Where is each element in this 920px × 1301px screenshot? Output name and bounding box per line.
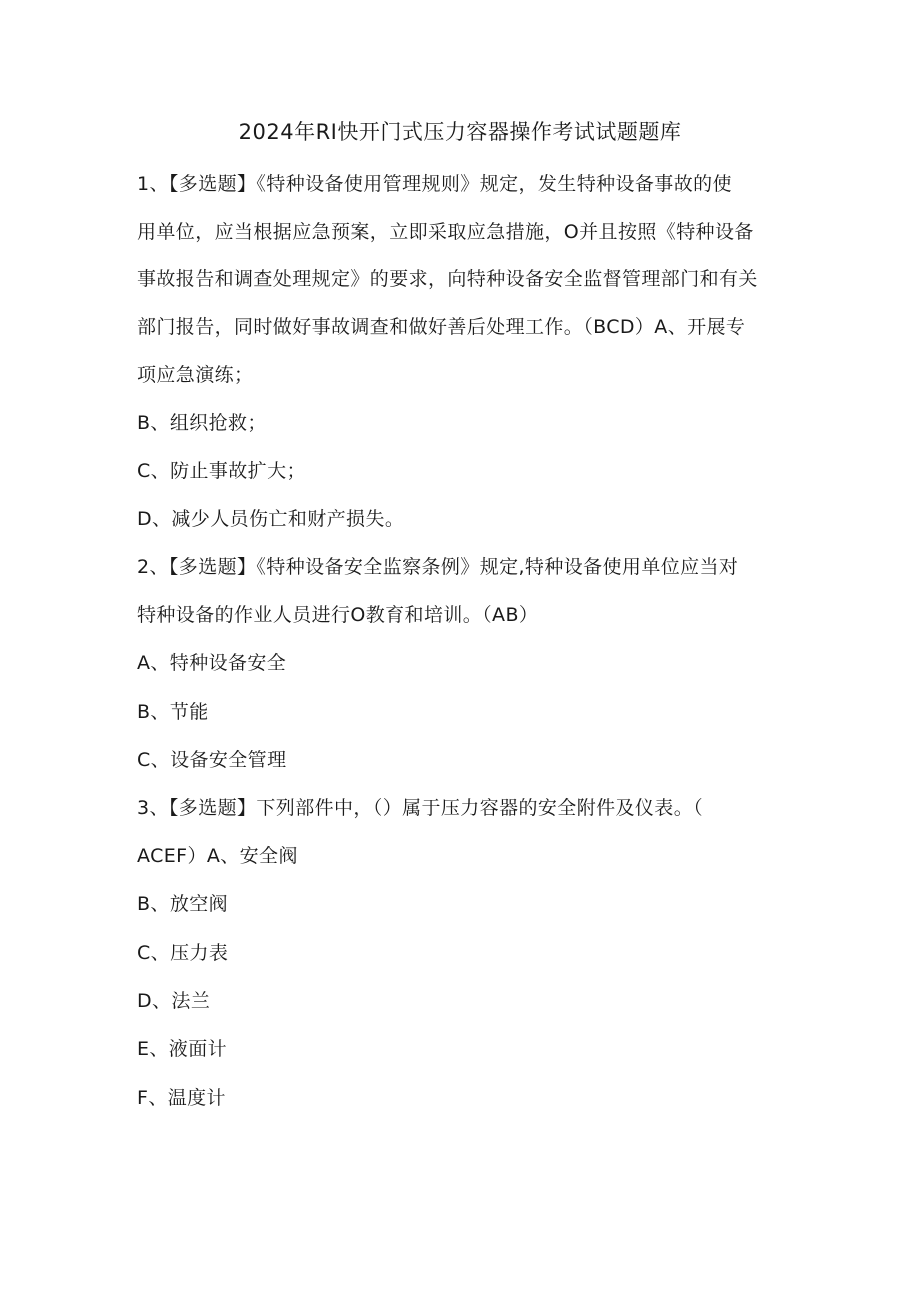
q2-option-a: A、特种设备安全 — [137, 652, 287, 674]
q1-text-line-3: 事故报告和调查处理规定》的要求，向特种设备安全监督管理部门和有关 — [137, 268, 758, 290]
q3-option-d: D、法兰 — [137, 990, 211, 1012]
q1-option-d: D、减少人员伤亡和财产损失。 — [137, 508, 405, 530]
document-title: 2024年RI快开门式压力容器操作考试试题题库 — [238, 120, 682, 144]
q3-option-e: E、液面计 — [137, 1038, 228, 1060]
q3-option-b: B、放空阀 — [137, 893, 229, 915]
q2-text-line-2: 特种设备的作业人员进行O教育和培训。（AB） — [137, 604, 539, 626]
q1-text-line-4: 部门报告，同时做好事故调查和做好善后处理工作。（BCD）A、开展专 — [137, 316, 746, 338]
q1-option-b: B、组织抢救； — [137, 412, 267, 434]
q3-text-line-1: 3、【多选题】下列部件中，（）属于压力容器的安全附件及仪表。（ — [137, 797, 703, 819]
q2-option-b: B、节能 — [137, 701, 209, 723]
q2-text-line-1: 2、【多选题】《特种设备安全监察条例》规定,特种设备使用单位应当对 — [137, 556, 739, 578]
q1-option-c: C、防止事故扩大； — [137, 460, 306, 482]
q2-option-c: C、设备安全管理 — [137, 749, 287, 771]
q1-option-a: 项应急演练； — [137, 364, 254, 386]
q1-text-line-1: 1、【多选题】《特种设备使用管理规则》规定，发生特种设备事故的使 — [137, 173, 732, 195]
q3-text-line-2: ACEF）A、安全阀 — [137, 845, 298, 867]
q3-option-c: C、压力表 — [137, 942, 229, 964]
q1-text-line-2: 用单位，应当根据应急预案，立即采取应急措施，O并且按照《特种设备 — [137, 221, 754, 243]
q3-option-f: F、温度计 — [137, 1087, 226, 1109]
